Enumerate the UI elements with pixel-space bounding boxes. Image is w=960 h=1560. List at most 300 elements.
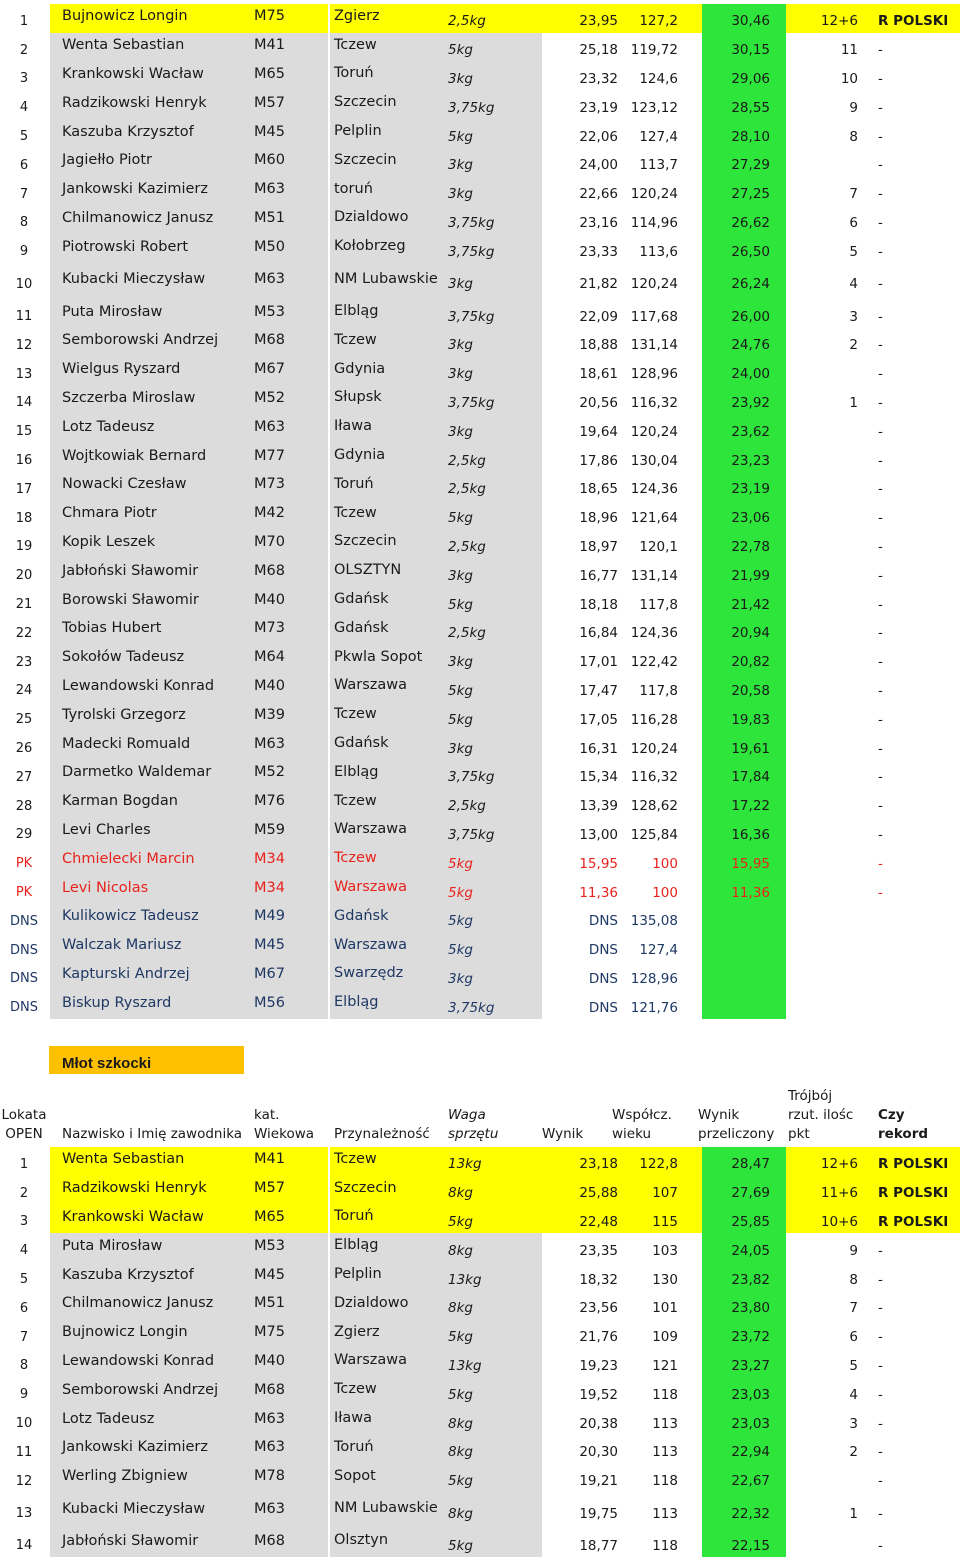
cell-converted: 20,82 xyxy=(702,645,786,674)
cell-weight: 5kg xyxy=(442,702,542,731)
cell-converted: 20,58 xyxy=(702,674,786,703)
cell-category: M40 xyxy=(250,1349,328,1378)
cell-name: Radzikowski Henryk xyxy=(50,1176,250,1205)
header-club: Przynależność xyxy=(334,1126,430,1142)
cell-name: Borowski Sławomir xyxy=(50,587,250,616)
cell-weight: 2,5kg xyxy=(442,4,542,33)
cell-coefficient: 125,84 xyxy=(630,826,678,843)
cell-club: Tczew xyxy=(330,846,442,875)
cell-result: 23,95 xyxy=(542,4,622,33)
cell-points xyxy=(786,875,862,904)
cell-club: Gdańsk xyxy=(330,904,442,933)
cell-coefficient: 113 xyxy=(652,1444,678,1461)
cell-points: 7 xyxy=(849,1300,858,1317)
cell-rank: PK xyxy=(15,856,33,872)
cell-points xyxy=(786,702,862,731)
cell-converted: 23,80 xyxy=(702,1291,786,1320)
cell-weight: 5kg xyxy=(442,674,542,703)
cell-rank: 24 xyxy=(15,683,33,699)
cell-club: toruń xyxy=(330,177,442,206)
cell-club: Iława xyxy=(330,1406,442,1435)
cell-weight: 8kg xyxy=(442,1291,542,1320)
cell-coefficient: 114,96 xyxy=(630,214,678,231)
table-row xyxy=(0,558,960,587)
cell-club: Toruń xyxy=(330,62,442,91)
cell-rank: PK xyxy=(15,885,33,900)
cell-record: - xyxy=(878,128,883,145)
cell-record: - xyxy=(878,855,883,872)
cell-record: - xyxy=(878,308,883,325)
cell-weight: 13kg xyxy=(442,1262,542,1291)
cell-name: Darmetko Waldemar xyxy=(50,760,250,789)
cell-rank: 13 xyxy=(15,1506,33,1522)
cell-points: 12+6 xyxy=(786,4,862,33)
cell-club: Dzialdowo xyxy=(330,206,442,235)
cell-rank: 7 xyxy=(19,1329,29,1345)
cell-weight: 5kg xyxy=(442,904,542,933)
cell-coefficient: 130,04 xyxy=(630,452,678,469)
cell-points: 5 xyxy=(849,1357,858,1374)
cell-rank: 6 xyxy=(19,157,29,173)
cell-converted: 17,84 xyxy=(702,760,786,789)
cell-record: - xyxy=(878,625,883,642)
cell-name: Lewandowski Konrad xyxy=(50,674,250,703)
cell-converted: 17,22 xyxy=(702,789,786,818)
cell-points: 2 xyxy=(849,1444,858,1461)
cell-category: M63 xyxy=(250,1493,328,1529)
cell-rank: 8 xyxy=(19,1358,29,1374)
table-row xyxy=(0,1529,960,1558)
cell-weight: 13kg xyxy=(442,1349,542,1378)
cell-record: R POLSKI xyxy=(862,1176,960,1205)
cell-weight: 5kg xyxy=(442,119,542,148)
cell-category: M40 xyxy=(250,674,328,703)
cell-weight: 5kg xyxy=(442,1320,542,1349)
cell-club: Szczecin xyxy=(330,1176,442,1205)
cell-name: Jabłoński Sławomir xyxy=(50,1529,250,1558)
cell-category: M56 xyxy=(250,990,328,1019)
cell-weight: 3kg xyxy=(442,962,542,991)
cell-club: Szczecin xyxy=(330,148,442,177)
cell-points xyxy=(786,990,862,1019)
cell-coefficient: 117,8 xyxy=(639,596,678,613)
cell-points: 1 xyxy=(849,394,858,411)
cell-category: M73 xyxy=(250,472,328,501)
cell-category: M53 xyxy=(250,1233,328,1262)
cell-name: Chmielecki Marcin xyxy=(50,846,250,875)
cell-category: M67 xyxy=(250,357,328,386)
cell-record: - xyxy=(878,214,883,231)
cell-points xyxy=(786,818,862,847)
cell-result: 13,00 xyxy=(579,826,618,843)
cell-category: M45 xyxy=(250,933,328,962)
table-row xyxy=(0,616,960,645)
cell-weight: 2,5kg xyxy=(442,472,542,501)
cell-result: 19,21 xyxy=(579,1473,618,1490)
cell-record: - xyxy=(878,423,883,440)
cell-rank: 2 xyxy=(19,1185,29,1201)
cell-points xyxy=(786,616,862,645)
cell-weight: 5kg xyxy=(442,1205,542,1234)
cell-club: Warszawa xyxy=(330,875,442,904)
cell-category: M53 xyxy=(250,299,328,328)
cell-weight: 2,5kg xyxy=(442,443,542,472)
table-row xyxy=(0,386,960,415)
cell-club: Gdańsk xyxy=(330,731,442,760)
cell-record: R POLSKI xyxy=(862,1147,960,1176)
cell-converted: 29,06 xyxy=(702,62,786,91)
cell-result: 21,82 xyxy=(579,276,618,293)
cell-points: 6 xyxy=(849,1329,858,1346)
cell-coefficient: 124,6 xyxy=(639,70,678,87)
header-record: Czy rekord xyxy=(878,1107,929,1142)
cell-rank: 22 xyxy=(15,625,33,641)
cell-points xyxy=(786,443,862,472)
cell-category: M63 xyxy=(250,731,328,760)
cell-name: Tobias Hubert xyxy=(50,616,250,645)
cell-points xyxy=(786,530,862,559)
cell-weight: 3kg xyxy=(442,731,542,760)
cell-club: Pkwla Sopot xyxy=(330,645,442,674)
cell-points: 5 xyxy=(849,243,858,260)
cell-result: DNS xyxy=(588,942,618,959)
cell-coefficient: 118 xyxy=(652,1386,678,1403)
cell-name: Jankowski Kazimierz xyxy=(50,1435,250,1464)
cell-converted: 25,85 xyxy=(702,1205,786,1234)
table-row xyxy=(0,731,960,760)
cell-points: 7 xyxy=(849,186,858,203)
cell-category: M68 xyxy=(250,1377,328,1406)
cell-record: R POLSKI xyxy=(862,4,960,33)
cell-coefficient: 131,14 xyxy=(630,337,678,354)
cell-name: Chilmanowicz Janusz xyxy=(50,1291,250,1320)
cell-name: Jagiełło Piotr xyxy=(50,148,250,177)
cell-coefficient: 128,96 xyxy=(630,366,678,383)
table-header xyxy=(0,1088,960,1146)
cell-converted: 23,62 xyxy=(702,414,786,443)
cell-result: 20,56 xyxy=(579,394,618,411)
cell-coefficient: 128,62 xyxy=(630,798,678,815)
cell-name: Nowacki Czesław xyxy=(50,472,250,501)
cell-name: Lotz Tadeusz xyxy=(50,414,250,443)
cell-weight: 3kg xyxy=(442,414,542,443)
cell-name: Madecki Romuald xyxy=(50,731,250,760)
cell-rank: 12 xyxy=(15,1473,33,1489)
cell-points: 4 xyxy=(849,276,858,293)
results-table-1 xyxy=(0,4,960,1019)
cell-name: Biskup Ryszard xyxy=(50,990,250,1019)
table-row xyxy=(0,760,960,789)
cell-name: Kaszuba Krzysztof xyxy=(50,119,250,148)
cell-weight: 3,75kg xyxy=(442,760,542,789)
cell-coefficient: 116,32 xyxy=(630,394,678,411)
cell-points: 11 xyxy=(840,42,858,59)
cell-record: - xyxy=(878,596,883,613)
cell-result: 17,47 xyxy=(579,682,618,699)
cell-category: M63 xyxy=(250,177,328,206)
table-row xyxy=(0,990,960,1019)
cell-category: M51 xyxy=(250,206,328,235)
cell-rank: 29 xyxy=(15,827,33,843)
cell-name: Sokołów Tadeusz xyxy=(50,645,250,674)
cell-record: - xyxy=(878,798,883,815)
cell-points: 6 xyxy=(849,214,858,231)
cell-record: - xyxy=(878,567,883,584)
cell-coefficient: 121,76 xyxy=(630,999,678,1016)
cell-result: 23,16 xyxy=(579,214,618,231)
cell-record: - xyxy=(878,186,883,203)
cell-category: M51 xyxy=(250,1291,328,1320)
cell-converted: 30,15 xyxy=(702,33,786,62)
header-result: Wynik xyxy=(542,1126,584,1142)
cell-name: Kapturski Andrzej xyxy=(50,962,250,991)
cell-record: - xyxy=(878,1386,883,1403)
table-row xyxy=(0,530,960,559)
cell-coefficient: 113,7 xyxy=(639,157,678,174)
cell-coefficient: 130 xyxy=(652,1271,678,1288)
cell-club: Warszawa xyxy=(330,674,442,703)
cell-converted: 26,62 xyxy=(702,206,786,235)
cell-result: 23,35 xyxy=(579,1242,618,1259)
cell-club: Słupsk xyxy=(330,386,442,415)
cell-category: M49 xyxy=(250,904,328,933)
cell-converted: 23,19 xyxy=(702,472,786,501)
table-row xyxy=(0,789,960,818)
cell-record: - xyxy=(878,1357,883,1374)
table-row xyxy=(0,1291,960,1320)
cell-record: - xyxy=(878,394,883,411)
cell-category: M64 xyxy=(250,645,328,674)
cell-weight: 8kg xyxy=(442,1435,542,1464)
cell-rank: 19 xyxy=(15,539,33,555)
table-row xyxy=(0,1464,960,1493)
cell-result: 18,97 xyxy=(579,538,618,555)
cell-coefficient: 117,8 xyxy=(639,682,678,699)
cell-category: M45 xyxy=(250,119,328,148)
cell-category: M73 xyxy=(250,616,328,645)
cell-rank: 10 xyxy=(15,1416,33,1432)
header-name: Nazwisko i Imię zawodnika xyxy=(62,1126,243,1142)
cell-result: 19,23 xyxy=(579,1357,618,1374)
cell-record xyxy=(862,962,960,991)
cell-weight: 3kg xyxy=(442,263,542,299)
cell-category: M63 xyxy=(250,263,328,299)
cell-converted xyxy=(702,904,786,933)
cell-name: Lotz Tadeusz xyxy=(50,1406,250,1435)
cell-rank: 27 xyxy=(15,769,33,785)
cell-club: Zgierz xyxy=(330,1320,442,1349)
cell-name: Wojtkowiak Bernard xyxy=(50,443,250,472)
cell-record: R POLSKI xyxy=(862,1205,960,1234)
cell-club: NM Lubawskie xyxy=(330,1493,442,1529)
cell-weight: 5kg xyxy=(442,1377,542,1406)
cell-converted: 27,29 xyxy=(702,148,786,177)
cell-rank: 12 xyxy=(15,337,33,353)
table-row xyxy=(0,1493,960,1529)
cell-record: - xyxy=(878,654,883,671)
table-row xyxy=(0,472,960,501)
cell-club: Warszawa xyxy=(330,818,442,847)
cell-record: - xyxy=(878,826,883,843)
cell-name: Levi Charles xyxy=(50,818,250,847)
cell-result: 24,00 xyxy=(579,157,618,174)
cell-category: M60 xyxy=(250,148,328,177)
cell-record: - xyxy=(878,1415,883,1432)
cell-name: Wenta Sebastian xyxy=(50,1147,250,1176)
cell-weight: 5kg xyxy=(442,501,542,530)
cell-converted: 23,72 xyxy=(702,1320,786,1349)
cell-rank: 13 xyxy=(15,366,33,382)
cell-club: Elbląg xyxy=(330,990,442,1019)
cell-weight: 3kg xyxy=(442,62,542,91)
table-row xyxy=(0,148,960,177)
cell-name: Lewandowski Konrad xyxy=(50,1349,250,1378)
cell-converted: 27,69 xyxy=(702,1176,786,1205)
cell-category: M40 xyxy=(250,587,328,616)
table-row xyxy=(0,933,960,962)
cell-converted: 16,36 xyxy=(702,818,786,847)
cell-record: - xyxy=(878,884,883,901)
results-table-2 xyxy=(0,1147,960,1557)
header-converted: Wynik przeliczony xyxy=(698,1107,775,1142)
header-rank: Lokata OPEN xyxy=(1,1107,47,1142)
cell-name: Wielgus Ryszard xyxy=(50,357,250,386)
cell-converted xyxy=(702,990,786,1019)
cell-converted: 23,92 xyxy=(702,386,786,415)
cell-weight: 3,75kg xyxy=(442,386,542,415)
cell-points xyxy=(786,760,862,789)
cell-name: Bujnowicz Longin xyxy=(50,1320,250,1349)
cell-points: 8 xyxy=(849,128,858,145)
cell-points xyxy=(786,472,862,501)
cell-converted: 23,82 xyxy=(702,1262,786,1291)
cell-coefficient: 120,24 xyxy=(630,186,678,203)
cell-name: Kopik Leszek xyxy=(50,530,250,559)
cell-result: 18,32 xyxy=(579,1271,618,1288)
cell-result: 20,38 xyxy=(579,1415,618,1432)
cell-coefficient: 119,72 xyxy=(630,42,678,59)
cell-coefficient: 120,24 xyxy=(630,276,678,293)
cell-record: - xyxy=(878,1329,883,1346)
table-row xyxy=(0,1435,960,1464)
cell-club: Pelplin xyxy=(330,1262,442,1291)
cell-category: M39 xyxy=(250,702,328,731)
cell-name: Radzikowski Henryk xyxy=(50,90,250,119)
cell-weight: 8kg xyxy=(442,1406,542,1435)
cell-converted: 22,15 xyxy=(702,1529,786,1558)
cell-rank: 23 xyxy=(15,654,33,670)
cell-category: M59 xyxy=(250,818,328,847)
cell-record: - xyxy=(878,276,883,293)
cell-weight: 5kg xyxy=(442,875,542,904)
cell-coefficient: 109 xyxy=(652,1329,678,1346)
cell-result: 19,52 xyxy=(579,1386,618,1403)
cell-converted: 26,00 xyxy=(702,299,786,328)
cell-converted: 23,27 xyxy=(702,1349,786,1378)
cell-coefficient: 100 xyxy=(652,855,678,872)
cell-rank: 3 xyxy=(19,1214,29,1230)
cell-rank: 7 xyxy=(19,186,29,202)
cell-club: Tczew xyxy=(330,1147,442,1176)
cell-result: 16,84 xyxy=(579,625,618,642)
cell-weight: 8kg xyxy=(442,1176,542,1205)
cell-weight: 3kg xyxy=(442,328,542,357)
cell-record: - xyxy=(878,42,883,59)
cell-club: Sopot xyxy=(330,1464,442,1493)
cell-points: 4 xyxy=(849,1386,858,1403)
cell-result: 13,39 xyxy=(579,798,618,815)
cell-record: - xyxy=(878,1242,883,1259)
cell-converted: 19,61 xyxy=(702,731,786,760)
cell-name: Piotrowski Robert xyxy=(50,234,250,263)
cell-coefficient: 120,24 xyxy=(630,740,678,757)
cell-club: OLSZTYN xyxy=(330,558,442,587)
cell-category: M75 xyxy=(250,4,328,33)
cell-coefficient: 124,36 xyxy=(630,625,678,642)
cell-weight: 5kg xyxy=(442,587,542,616)
table-row xyxy=(0,414,960,443)
cell-name: Jabłoński Sławomir xyxy=(50,558,250,587)
cell-coefficient: 100 xyxy=(652,884,678,901)
cell-category: M77 xyxy=(250,443,328,472)
table-row xyxy=(0,846,960,875)
cell-name: Bujnowicz Longin xyxy=(50,4,250,33)
cell-category: M50 xyxy=(250,234,328,263)
cell-club: Szczecin xyxy=(330,90,442,119)
cell-coefficient: 135,08 xyxy=(630,913,678,930)
table-row xyxy=(0,177,960,206)
cell-category: M45 xyxy=(250,1262,328,1291)
cell-club: Elbląg xyxy=(330,760,442,789)
cell-club: Tczew xyxy=(330,1377,442,1406)
cell-points: 12+6 xyxy=(786,1147,862,1176)
cell-rank: 11 xyxy=(15,1444,33,1460)
cell-points: 3 xyxy=(849,1415,858,1432)
cell-points xyxy=(786,933,862,962)
cell-coefficient: 127,4 xyxy=(639,942,678,959)
cell-name: Jankowski Kazimierz xyxy=(50,177,250,206)
cell-coefficient: 122,8 xyxy=(622,1147,702,1176)
cell-category: M52 xyxy=(250,760,328,789)
cell-converted: 23,23 xyxy=(702,443,786,472)
cell-club: Tczew xyxy=(330,33,442,62)
cell-rank: DNS xyxy=(10,913,38,929)
table-row xyxy=(0,962,960,991)
table-row xyxy=(0,645,960,674)
cell-club: Elbląg xyxy=(330,1233,442,1262)
cell-club: Zgierz xyxy=(330,4,442,33)
table-row xyxy=(0,119,960,148)
cell-name: Semborowski Andrzej xyxy=(50,1377,250,1406)
table-row xyxy=(0,1176,960,1205)
table-row xyxy=(0,443,960,472)
cell-rank: 9 xyxy=(19,244,29,260)
cell-category: M41 xyxy=(250,1147,328,1176)
cell-club: Toruń xyxy=(330,1205,442,1234)
cell-category: M65 xyxy=(250,1205,328,1234)
cell-category: M42 xyxy=(250,501,328,530)
cell-coefficient: 121 xyxy=(652,1357,678,1374)
table-row xyxy=(0,1349,960,1378)
cell-result: DNS xyxy=(588,999,618,1016)
table-row xyxy=(0,1406,960,1435)
cell-result: 22,66 xyxy=(579,186,618,203)
cell-weight: 5kg xyxy=(442,1529,542,1558)
cell-result: 16,31 xyxy=(579,740,618,757)
cell-category: M57 xyxy=(250,1176,328,1205)
cell-rank: 14 xyxy=(15,395,33,411)
cell-converted: 21,99 xyxy=(702,558,786,587)
